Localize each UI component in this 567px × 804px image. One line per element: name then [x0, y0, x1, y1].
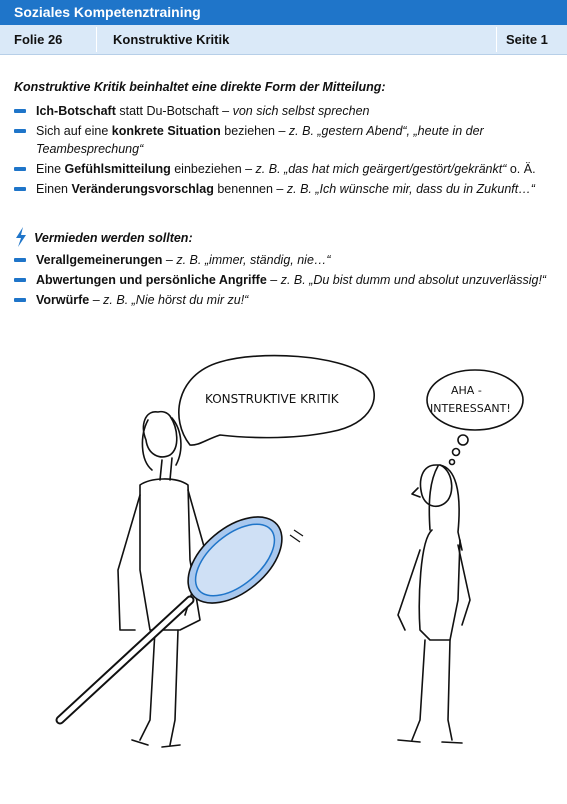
bullet-dash-icon [14, 187, 26, 191]
list-item: Ich-Botschaft statt Du-Botschaft – von sich selbst sprechen [14, 102, 554, 120]
thought-bubble-line2: INTERESSANT! [430, 402, 511, 415]
magnifying-glass-icon [60, 600, 190, 720]
header-divider [496, 27, 497, 52]
list-item: Sich auf eine konkrete Situation beziehen – z. B. „gestern Abend“, „heute in der Teambesprechung“ [14, 122, 554, 158]
header-divider [96, 27, 97, 52]
page-number: Seite 1 [506, 32, 548, 47]
cartoon-illustration [0, 300, 567, 780]
avoid-heading: Vermieden werden sollten: [14, 227, 193, 247]
slide-header [0, 25, 567, 55]
speech-bubble-text: KONSTRUKTIVE KRITIK [205, 392, 339, 406]
course-title: Soziales Kompetenztraining [14, 4, 201, 20]
thought-bubble-line1: AHA - [451, 384, 482, 397]
bullet-dash-icon [14, 109, 26, 113]
top-title-bar [0, 0, 567, 25]
thought-bubble-right [427, 370, 523, 430]
man-figure [398, 465, 470, 743]
slide-topic: Konstruktive Kritik [113, 32, 230, 47]
lightning-icon [14, 227, 28, 247]
list-item: Abwertungen und persönliche Angriffe – z. B. „Du bist dumm und absolut unzuverlässig!“ [14, 271, 554, 289]
bullet-dash-icon [14, 278, 26, 282]
bullet-dash-icon [14, 129, 26, 133]
bullet-dash-icon [14, 167, 26, 171]
slide-number: Folie 26 [14, 32, 63, 47]
list-item: Eine Gefühlsmitteilung einbeziehen – z. B. „das hat mich geärgert/gestört/gekränkt“ o. Ä. [14, 160, 554, 178]
intro-heading: Konstruktive Kritik beinhaltet eine direkte Form der Mitteilung: [14, 80, 386, 94]
constructive-list [14, 102, 554, 200]
list-item: Verallgemeinerungen – z. B. „immer, ständig, nie…“ [14, 251, 554, 269]
bullet-dash-icon [14, 258, 26, 262]
list-item: Vorwürfe – z. B. „Nie hörst du mir zu!“ [14, 291, 554, 309]
list-item: Einen Veränderungsvorschlag benennen – z. B. „Ich wünsche mir, dass du in Zukunft…“ [14, 180, 554, 198]
